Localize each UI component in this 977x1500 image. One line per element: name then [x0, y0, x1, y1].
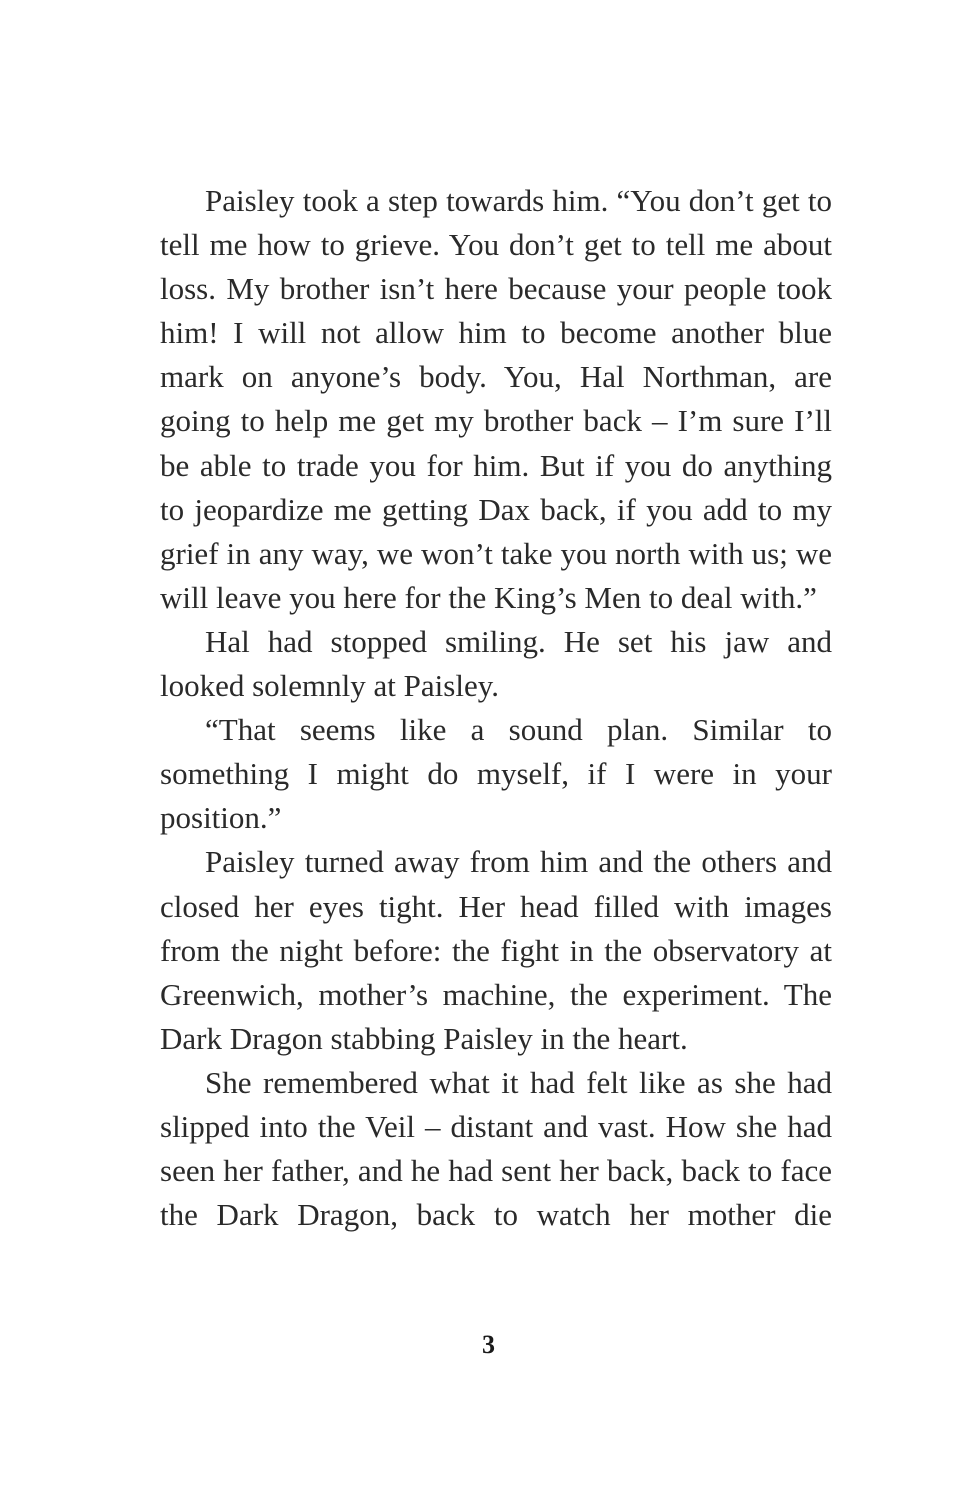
paragraph: “That seems like a sound plan. Similar to something I might do myself, if I were in your position.” [160, 712, 832, 836]
paragraph: Hal had stopped smiling. He set his jaw and looked solemnly at Paisley. [160, 623, 832, 704]
paragraph: Paisley turned away from him and the others and closed her eyes tight. Her head filled with images from the night before: the fight in the observatory at Greenwich, mother’s machine, the experiment. The Dark Dragon stabbing Paisley in the heart. [160, 844, 832, 1056]
body-text [160, 179, 832, 1237]
paragraph: Paisley took a step towards him. “You don’t get to tell me how to grieve. You don’t get to tell me about loss. My brother isn’t here because your people took him! I will not allow him to become another blue mark on anyone’s body. You, Hal Northman, are going to help me get my brother back – I’m sure I’ll be able to trade you for him. But if you do anything to jeopardize me getting Dax back, if you add to my grief in any way, we won’t take you north with us; we will leave you here for the King’s Men to deal with.” [160, 183, 832, 615]
page-number: 3 [482, 1330, 495, 1359]
paragraph: She remembered what it had felt like as she had slipped into the Veil – distant and vast. How she had seen her father, and he had sent her back, back to face the Dark Dragon, back to watch her mother die [160, 1064, 832, 1233]
